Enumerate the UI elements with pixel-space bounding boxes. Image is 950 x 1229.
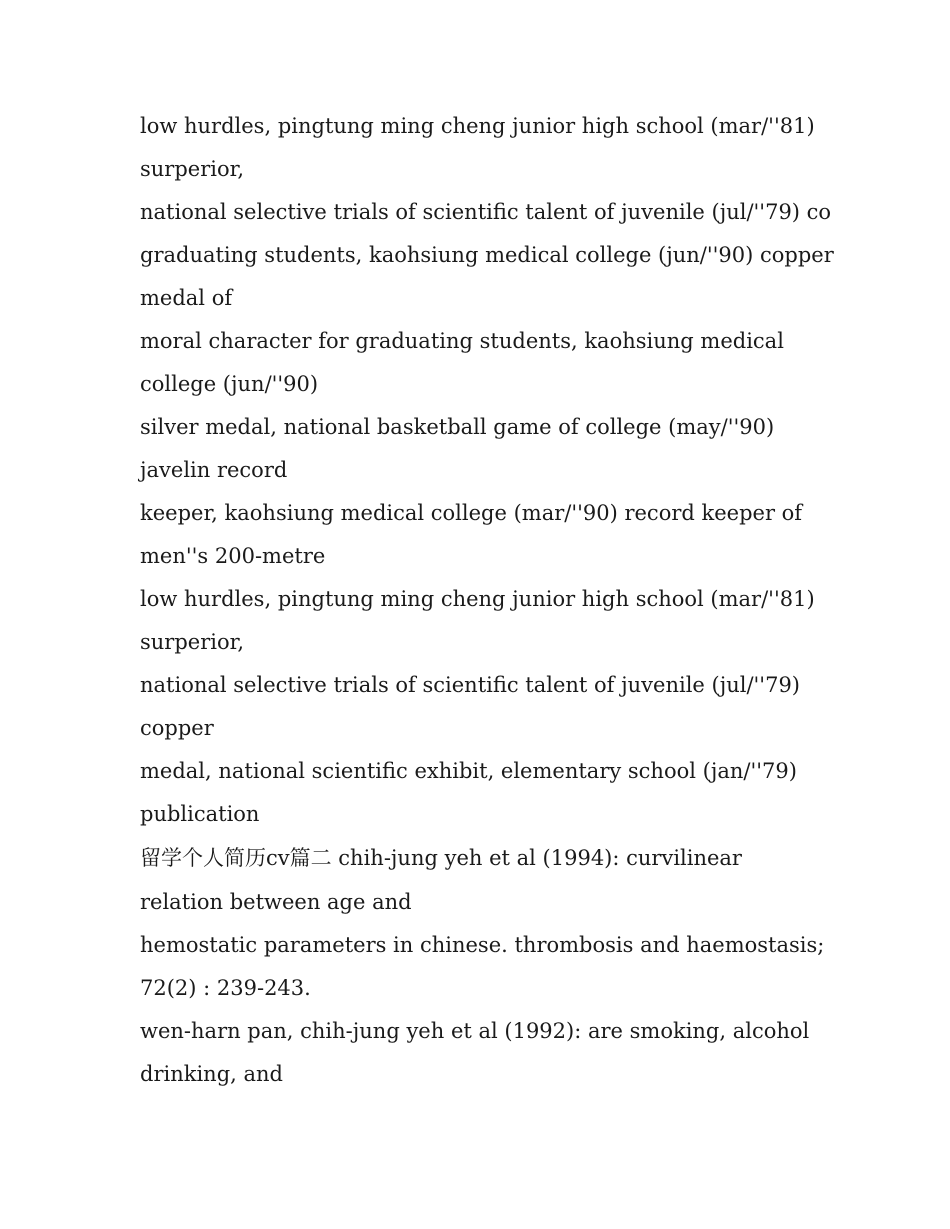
text-line: silver medal, national basketball game of college (may/''90) [140, 415, 775, 439]
text-line: relation between age and [140, 890, 412, 914]
text-line: wen-harn pan, chih-jung yeh et al (1992): are smoking, alcohol [140, 1019, 810, 1043]
text-line: national selective trials of scientific talent of juvenile (jul/''79) co [140, 200, 832, 224]
text-line: men''s 200-metre [140, 544, 326, 568]
text-line: medal of [140, 286, 233, 310]
text-line: graduating students, kaohsiung medical college (jun/''90) copper [140, 243, 834, 267]
text-line: national selective trials of scientific talent of juvenile (jul/''79) [140, 673, 800, 697]
text-line: college (jun/''90) [140, 372, 319, 396]
text-line: medal, national scientific exhibit, elementary school (jan/''79) [140, 759, 797, 783]
text-line: 留学个人简历cv篇二 chih-jung yeh et al (1994): curvilinear [140, 846, 742, 870]
text-line: surperior, [140, 157, 245, 181]
text-line: javelin record [140, 458, 288, 482]
text-line: drinking, and [140, 1062, 283, 1086]
text-line: 72(2) : 239-243. [140, 976, 311, 1000]
text-line: low hurdles, pingtung ming cheng junior high school (mar/''81) [140, 587, 815, 611]
text-line: copper [140, 716, 214, 740]
text-line: hemostatic parameters in chinese. thrombosis and haemostasis; [140, 933, 825, 957]
document-body [140, 105, 834, 1096]
text-line: surperior, [140, 630, 245, 654]
text-line: keeper, kaohsiung medical college (mar/''90) record keeper of [140, 501, 803, 525]
text-line: low hurdles, pingtung ming cheng junior high school (mar/''81) [140, 114, 815, 138]
text-line: moral character for graduating students, kaohsiung medical [140, 329, 784, 353]
text-line: publication [140, 802, 260, 826]
